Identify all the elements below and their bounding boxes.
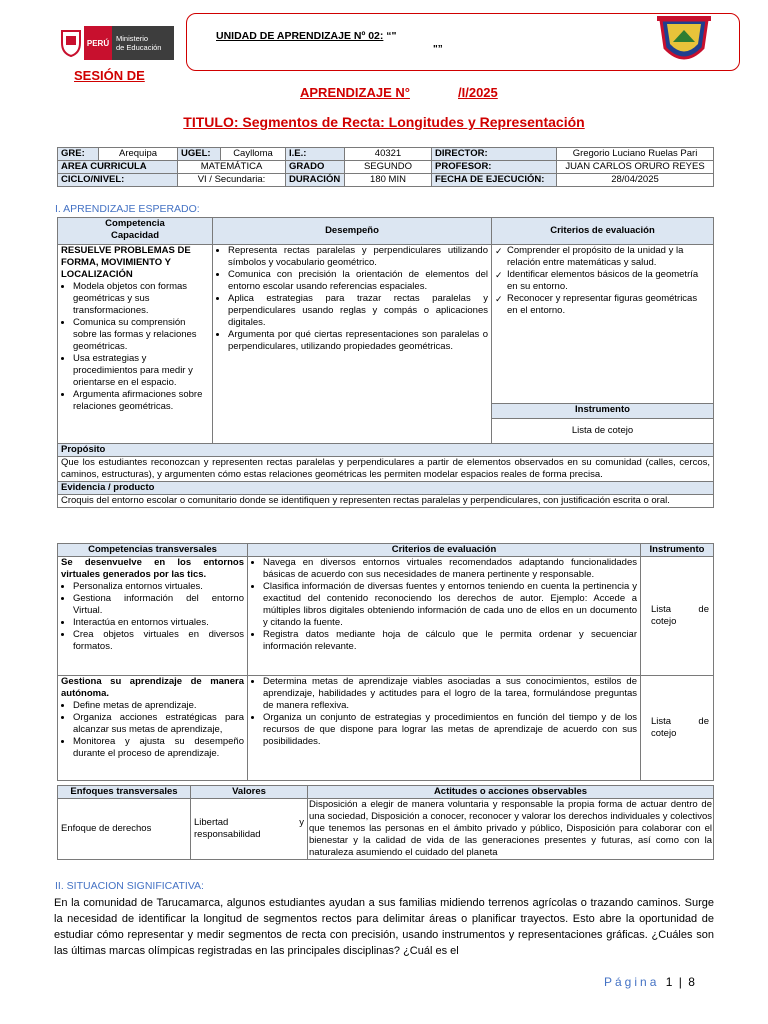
unidad-close-quote: "”	[433, 44, 443, 55]
transversal-1-criterios-list	[251, 557, 637, 653]
list-item: • Modela objetos con formas geométricas y sus transformaciones.	[73, 281, 209, 317]
criterios-header: Criterios de evaluación	[492, 218, 714, 245]
fecha-value: 28/04/2025	[557, 174, 714, 187]
transversales-table	[57, 543, 714, 781]
enfoque-value: Enfoque de derechos	[58, 799, 191, 860]
valores-header: Valores	[191, 786, 308, 799]
section-situacion-title: II. SITUACION SIGNIFICATIVA:	[55, 880, 204, 892]
list-item: ✓ Comprender el propósito de la unidad y la relación entre matemáticas y salud.	[495, 245, 710, 269]
transversal-row-2-competencia	[58, 676, 248, 781]
desempeno-header: Desempeño	[213, 218, 492, 245]
director-label: DIRECTOR:	[432, 148, 557, 161]
gre-label: GRE:	[58, 148, 99, 161]
aprendizaje-year: /I/2025	[458, 85, 498, 100]
ciclo-label: CICLO/NIVEL:	[58, 174, 178, 187]
list-item: • Representa rectas paralelas y perpendiculares utilizando símbolos y vocabulario geométrico.	[228, 245, 488, 269]
gre-value: Arequipa	[99, 148, 178, 161]
capacidades-list	[61, 281, 209, 413]
list-item: • Interactúa en entornos virtuales.	[73, 617, 244, 629]
profesor-value: JUAN CARLOS ORURO REYES	[557, 161, 714, 174]
competencia-title: RESUELVE PROBLEMAS DE FORMA, MOVIMIENTO Y LOCALIZACIÓN	[61, 245, 191, 280]
profesor-label: PROFESOR:	[432, 161, 557, 174]
duracion-value: 180 MIN	[345, 174, 432, 187]
proposito-text: Que los estudiantes reconozcan y representen rectas paralelas y perpendiculares a partir de elementos observados en su comunidad (calles, cercos, caminos, estructuras), y argumenten cómo estas relaciones geométricas les permiten modelar espacios reales de forma precisa.	[58, 457, 714, 482]
proposito-label: Propósito	[58, 444, 714, 457]
list-item: • Comunica con precisión la orientación de elementos del entorno escolar usando referencias espaciales.	[228, 269, 488, 293]
list-item: • Organiza acciones estratégicas para alcanzar sus metas de aprendizaje,	[73, 712, 244, 736]
list-item: • Organiza un conjunto de estrategias y procedimientos en función del tiempo y de los recursos de que dispone para lograr las metas de aprendizaje de acuerdo con sus posibilidades.	[263, 712, 637, 748]
list-item: • Clasifica información de diversas fuentes y entornos teniendo en cuenta la pertinencia y exactitud del contenido reconociendo los derechos de autor. Ejemplo: Accede a múltiples libros digitales obteniendo información de cada uno de ellos en un documento y citando la fuente.	[263, 581, 637, 629]
situacion-text: En la comunidad de Tarucamarca, algunos estudiantes ayudan a sus familias midiendo terrenos agrícolas o trazando caminos. Surge la necesidad de identificar la longitud de segmentos rectos para delimitar áreas o planificar trayectos. Esto abre la oportunidad de estudiar cómo representar y medir segmentos de recta con precisión, usando instrumentos y representaciones gráficas. ¿Cuáles son las últimas marcas olímpicas registradas en las principales disciplinas? ¿Cuál es el	[54, 897, 714, 957]
list-item: • Argumenta por qué ciertas representaciones son paralelas o perpendiculares, utilizando propiedades geométricas.	[228, 329, 488, 353]
aprendizaje-table	[57, 217, 714, 508]
desempenos-list	[216, 245, 488, 353]
fecha-label: FECHA DE EJECUCIÓN:	[432, 174, 557, 187]
transversal-1-list	[61, 581, 244, 653]
evidencia-label: Evidencia / producto	[58, 482, 714, 495]
grado-value: SEGUNDO	[345, 161, 432, 174]
grado-label: GRADO	[286, 161, 345, 174]
list-item: • Registra datos mediante hoja de cálculo que le permita ordenar y secuenciar información relevante.	[263, 629, 637, 653]
list-item: ✓ Reconocer y representar figuras geométricas en el entorno.	[495, 293, 710, 317]
list-item: • Personaliza entornos virtuales.	[73, 581, 244, 593]
info-table	[57, 147, 714, 187]
valor-value: Libertad y responsabilidad	[191, 799, 308, 860]
list-item: • Define metas de aprendizaje.	[73, 700, 244, 712]
transversal-1-title: Se desenvuelve en los entornos virtuales generados por las tics.	[61, 557, 244, 580]
enfoques-table	[57, 785, 714, 860]
list-item: • Argumenta afirmaciones sobre relaciones geométricas.	[73, 389, 209, 413]
ministry-name: Ministerio de Educación	[112, 26, 174, 60]
competencia-cell	[58, 245, 213, 444]
minedu-logo	[58, 26, 174, 60]
ie-value: 40321	[345, 148, 432, 161]
instrumento-value: Lista de cotejo	[492, 419, 714, 444]
ugel-value: Caylloma	[221, 148, 286, 161]
session-title: TITULO: Segmentos de Recta: Longitudes y Representación	[183, 114, 585, 130]
unidad-title: UNIDAD DE APRENDIZAJE Nº 02: “"	[216, 30, 397, 42]
director-value: Gregorio Luciano Ruelas Pari	[557, 148, 714, 161]
peru-shield-icon	[58, 26, 84, 60]
evidencia-text: Croquis del entorno escolar o comunitario donde se identifiquen y representen rectas paralelas y perpendiculares, con justificación escrita o oral.	[58, 495, 714, 508]
actitudes-header: Actitudes o acciones observables	[308, 786, 714, 799]
area-value: MATEMÁTICA	[178, 161, 286, 174]
list-item: • Gestiona información del entorno Virtual.	[73, 593, 244, 617]
area-label: AREA CURRICULA	[58, 161, 178, 174]
transversal-row-1-instrumento: Lista de cotejo	[641, 557, 714, 676]
page-number: Página 1 | 8	[604, 975, 695, 989]
actitudes-value: Disposición a elegir de manera voluntaria y responsable la propia forma de actuar dentro de una sociedad, Disposición a conocer, reconocer y valorar los derechos individuales y colectivos que tenemos las personas en el ámbito privado y público, Disposición para colaborar con el bienestar y la calidad de vida de las generaciones presentes y futuras, así como con la naturaleza asumiendo el cuidado del planeta	[309, 799, 712, 858]
transversal-2-criterios-list	[251, 676, 637, 748]
ie-label: I.E.:	[286, 148, 345, 161]
school-crest-icon	[653, 14, 715, 70]
competencias-transversales-header: Competencias transversales	[58, 544, 248, 557]
enfoques-header: Enfoques transversales	[58, 786, 191, 799]
list-item: • Determina metas de aprendizaje viables asociadas a sus conocimientos, estilos de aprendizaje, habilidades y actitudes para el logro de la tarea, formulándose preguntas de manera reflexiva.	[263, 676, 637, 712]
transversal-row-2-instrumento: Lista de cotejo	[641, 676, 714, 781]
list-item: • Comunica su comprensión sobre las formas y relaciones geométricas.	[73, 317, 209, 353]
transversal-2-title: Gestiona su aprendizaje de manera autónoma.	[61, 676, 244, 699]
criterios-cell	[492, 245, 714, 404]
ugel-label: UGEL:	[178, 148, 221, 161]
list-item: • Aplica estrategias para trazar rectas paralelas y perpendiculares usando reglas y compás o aplicaciones digitales.	[228, 293, 488, 329]
sesion-label: SESIÓN DE	[74, 68, 145, 83]
competencia-header: Competencia Capacidad	[58, 218, 213, 245]
peru-brand: PERÚ	[84, 26, 112, 60]
aprendizaje-label: APRENDIZAJE N°	[300, 85, 410, 100]
criterios-list	[495, 245, 710, 317]
desempeno-cell	[213, 245, 492, 444]
transversal-2-list	[61, 700, 244, 760]
instrumento-transversales-header: Instrumento	[641, 544, 714, 557]
transversal-row-1-criterios	[248, 557, 641, 676]
list-item: • Usa estrategias y procedimientos para medir y orientarse en el espacio.	[73, 353, 209, 389]
transversal-row-1-competencia	[58, 557, 248, 676]
section-aprendizaje-title: I. APRENDIZAJE ESPERADO:	[55, 203, 200, 215]
list-item: • Crea objetos virtuales en diversos formatos.	[73, 629, 244, 653]
transversal-row-2-criterios	[248, 676, 641, 781]
list-item: ✓ Identificar elementos básicos de la geometría en su entorno.	[495, 269, 710, 293]
ciclo-value: VI / Secundaria:	[178, 174, 286, 187]
list-item: • Monitorea y ajusta su desempeño durante el proceso de aprendizaje.	[73, 736, 244, 760]
instrumento-header: Instrumento	[492, 404, 714, 419]
criterios-transversales-header: Criterios de evaluación	[248, 544, 641, 557]
duracion-label: DURACIÓN	[286, 174, 345, 187]
list-item: • Navega en diversos entornos virtuales recomendados adaptando funcionalidades básicas de acuerdo con sus necesidades de manera pertinente y responsable.	[263, 557, 637, 581]
